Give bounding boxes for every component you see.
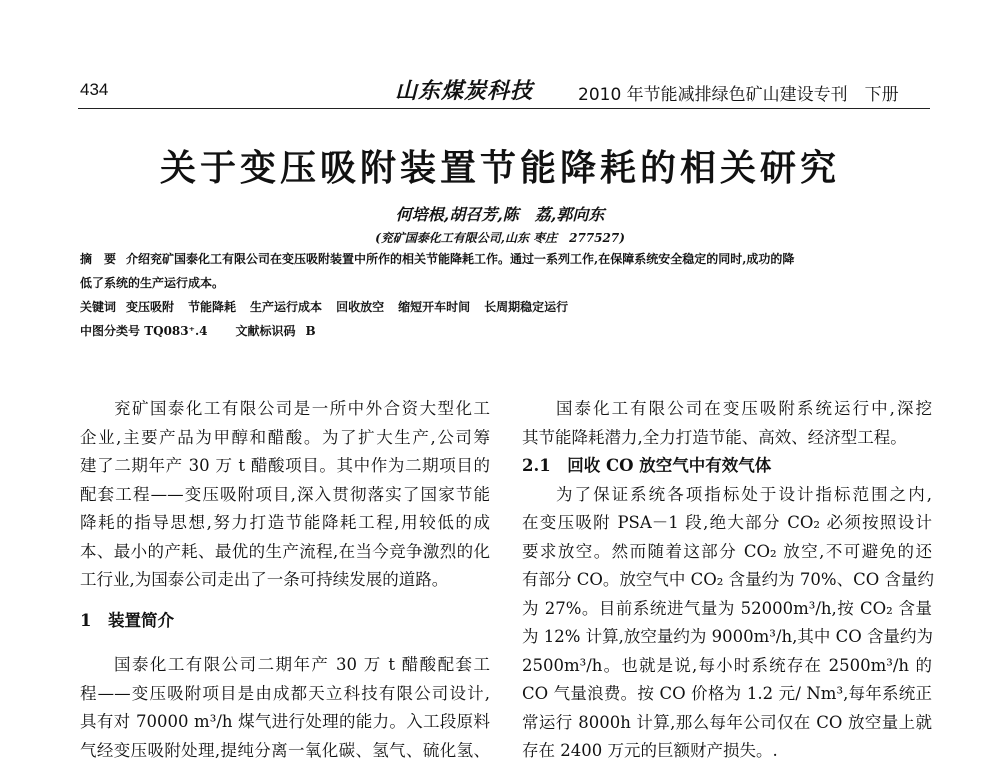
abstract-text-cont: 低了系统的生产运行成本。: [80, 276, 225, 290]
body-text-line: 国泰化工有限公司二期年产 30 万 t 醋酸配套工: [114, 655, 490, 674]
page-number: 434: [80, 80, 109, 99]
header-rule: [78, 108, 930, 109]
keyword: 节能降耗: [188, 300, 237, 314]
body-text-line: 具有对 70000 m³/h 煤气进行处理的能力。入工段原料: [80, 712, 490, 731]
authors: 何培根,胡召芳,陈 荔,郭向东: [395, 205, 605, 224]
keywords-label: 关键词: [80, 300, 117, 314]
section-heading: 2.1 回收 CO 放空气中有效气体: [522, 456, 772, 475]
body-text-line: 企业,主要产品为甲醇和醋酸。为了扩大生产,公司筹: [80, 427, 490, 447]
body-text-line: CO 气量浪费。按 CO 价格为 1.2 元/ Nm³,每年系统正: [522, 684, 932, 703]
keyword: 长周期稳定运行: [484, 300, 569, 314]
body-text-line: 配套工程——变压吸附项目,深入贯彻落实了国家节能: [80, 484, 490, 504]
left-column: [80, 395, 490, 765]
section-heading: 1 装置简介: [80, 610, 174, 630]
body-text-line: 有部分 CO。放空气中 CO₂ 含量约为 70%、CO 含量约: [522, 570, 934, 589]
body-text-line: 存在 2400 万元的巨额财产损失。.: [522, 741, 778, 760]
body-text-line: 建了二期年产 30 万 t 醋酸项目。其中作为二期项目的: [80, 456, 490, 475]
body-text-line: 气经变压吸附处理,提纯分离一氧化碳、氢气、硫化氢、: [80, 740, 490, 760]
classification: [80, 319, 930, 343]
body-text-line: 工行业,为国泰公司走出了一条可持续发展的道路。: [80, 570, 449, 589]
abstract: [80, 247, 930, 343]
abstract-text: 介绍兖矿国泰化工有限公司在变压吸附装置中所作的相关节能降耗工作。通过一系列工作,在保障系统安全稳定的同时,成功的降: [126, 252, 795, 266]
class-value: TQ083⁺.4: [144, 324, 208, 338]
affiliation: (兖矿国泰化工有限公司,山东 枣庄 277527): [375, 231, 625, 245]
article-title: 关于变压吸附装置节能降耗的相关研究: [159, 147, 840, 189]
body-text-line: 降耗的指导思想,努力打造节能降耗工程,用较低的成: [80, 513, 490, 532]
body-text-line: 为 27%。目前系统进气量为 52000m³/h,按 CO₂ 含量: [522, 598, 932, 618]
body-text-line: 本、最小的产耗、最优的生产流程,在当今竞争激烈的化: [80, 541, 490, 561]
body-text-line: 2500m³/h。也就是说,每小时系统存在 2500m³/h 的: [522, 655, 932, 675]
body-text-line: 常运行 8000h 计算,那么每年公司仅在 CO 放空量上就: [522, 712, 932, 732]
body-text-line: 为了保证系统各项指标处于设计指标范围之内,: [556, 484, 932, 504]
class-label: 中图分类号: [80, 324, 141, 338]
keywords: [80, 295, 930, 319]
doc-code: B: [305, 324, 316, 338]
keyword: 变压吸附: [126, 300, 175, 314]
keyword: 生产运行成本: [250, 300, 323, 314]
body-text-line: 程——变压吸附项目是由成都天立科技有限公司设计,: [80, 683, 490, 703]
body-text-line: 在变压吸附 PSA－1 段,绝大部分 CO₂ 必须按照设计: [522, 513, 932, 532]
journal-logo: 山东煤炭科技: [395, 78, 534, 104]
keyword: 缩短开车时间: [398, 300, 471, 314]
body-text-line: 其节能降耗潜力,全力打造节能、高效、经济型工程。: [522, 427, 907, 447]
keyword: 回收放空: [336, 300, 385, 314]
body-text-line: 国泰化工有限公司在变压吸附系统运行中,深挖: [556, 399, 932, 418]
body-text-line: 为 12% 计算,放空量约为 9000m³/h,其中 CO 含量约为: [522, 627, 933, 646]
body-text-line: 兖矿国泰化工有限公司是一所中外合资大型化工: [114, 399, 490, 418]
body-text-line: 要求放空。然而随着这部分 CO₂ 放空,不可避免的还: [522, 541, 932, 561]
doc-code-label: 文献标识码: [235, 324, 296, 338]
right-column: [522, 395, 932, 766]
journal-issue: 2010 年节能减排绿色矿山建设专刊 下册: [578, 85, 899, 105]
abstract-label: 摘 要: [80, 252, 117, 266]
